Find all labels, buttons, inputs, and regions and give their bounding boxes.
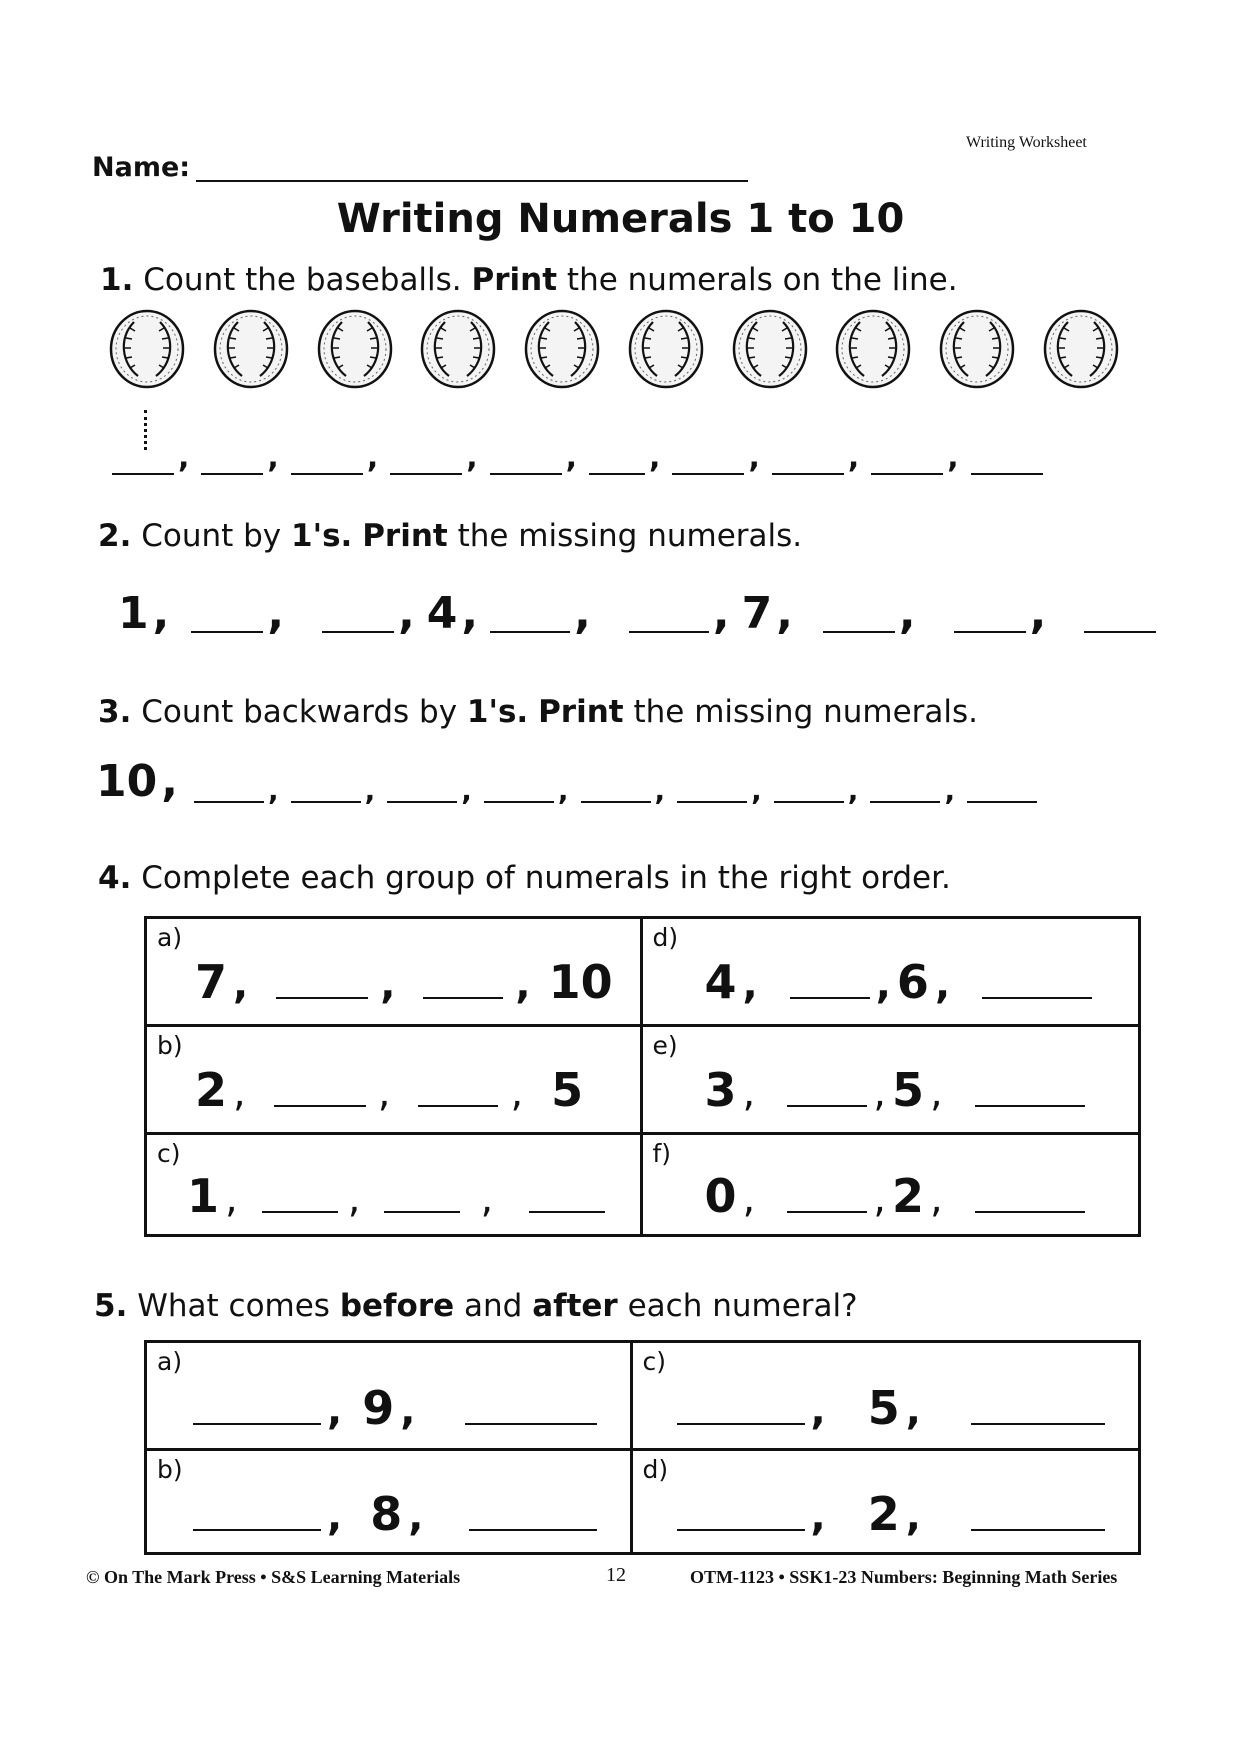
baseball-row bbox=[108, 308, 1120, 392]
q3-start: 10 bbox=[96, 756, 158, 807]
question-2: 2. Count by 1's. Print the missing numerals. bbox=[98, 518, 803, 554]
q4-cell-e: e) 3 , , 5 , bbox=[641, 1026, 1140, 1134]
question-1: 1. Count the baseballs. Print the numerals on the line. bbox=[100, 262, 958, 298]
q4-table bbox=[144, 916, 1141, 1237]
baseball-icon bbox=[627, 308, 705, 392]
q4-cell-d: d) 4 , , 6 , bbox=[641, 918, 1140, 1026]
q2-given-3: 7 bbox=[741, 588, 773, 639]
baseball-icon bbox=[108, 308, 186, 392]
baseball-icon bbox=[419, 308, 497, 392]
baseball-icon bbox=[1042, 308, 1120, 392]
question-3: 3. Count backwards by 1's. Print the missing numerals. bbox=[98, 694, 979, 730]
q4-cell-b: b) 2 , , , 5 bbox=[146, 1026, 642, 1134]
baseball-icon bbox=[316, 308, 394, 392]
worksheet-type-label: Writing Worksheet bbox=[966, 134, 1087, 151]
baseball-icon bbox=[834, 308, 912, 392]
baseball-icon bbox=[212, 308, 290, 392]
q1-answer-row: , , , , , , , , , bbox=[112, 440, 1043, 475]
footer-publisher: © On The Mark Press • S&S Learning Materials bbox=[86, 1567, 461, 1587]
question-5: 5. What comes before and after each numeral? bbox=[94, 1288, 858, 1324]
q2-given-2: 4 bbox=[426, 588, 458, 639]
q5-cell-c: c) , 5 , bbox=[631, 1342, 1139, 1450]
q5-cell-b: b) , 8 , bbox=[146, 1450, 632, 1554]
q4-cell-c: c) 1 , , , bbox=[146, 1134, 642, 1236]
q2-given-1: 1 bbox=[118, 588, 149, 639]
q5-table bbox=[144, 1340, 1141, 1555]
q4-cell-f: f) 0 , , 2 , bbox=[641, 1134, 1140, 1236]
q4-cell-a: a) 7 , , , 10 bbox=[146, 918, 642, 1026]
name-label: Name: bbox=[92, 152, 191, 183]
baseball-icon bbox=[523, 308, 601, 392]
name-line bbox=[196, 180, 748, 182]
baseball-icon bbox=[938, 308, 1016, 392]
q5-cell-d: d) , 2 , bbox=[631, 1450, 1139, 1554]
q2-answer-row: 1 , , , 4 , , , 7 , , , bbox=[118, 588, 1156, 639]
question-4: 4. Complete each group of numerals in the right order. bbox=[98, 860, 951, 896]
footer-series: OTM-1123 • SSK1-23 Numbers: Beginning Math Series bbox=[690, 1567, 1118, 1587]
page-number: 12 bbox=[606, 1564, 626, 1586]
baseball-icon bbox=[731, 308, 809, 392]
page-title: Writing Numerals 1 to 10 bbox=[336, 196, 905, 242]
q3-answer-row: 10 , , , , , , , , , bbox=[96, 756, 1037, 807]
q5-cell-a: a) , 9 , bbox=[146, 1342, 632, 1450]
